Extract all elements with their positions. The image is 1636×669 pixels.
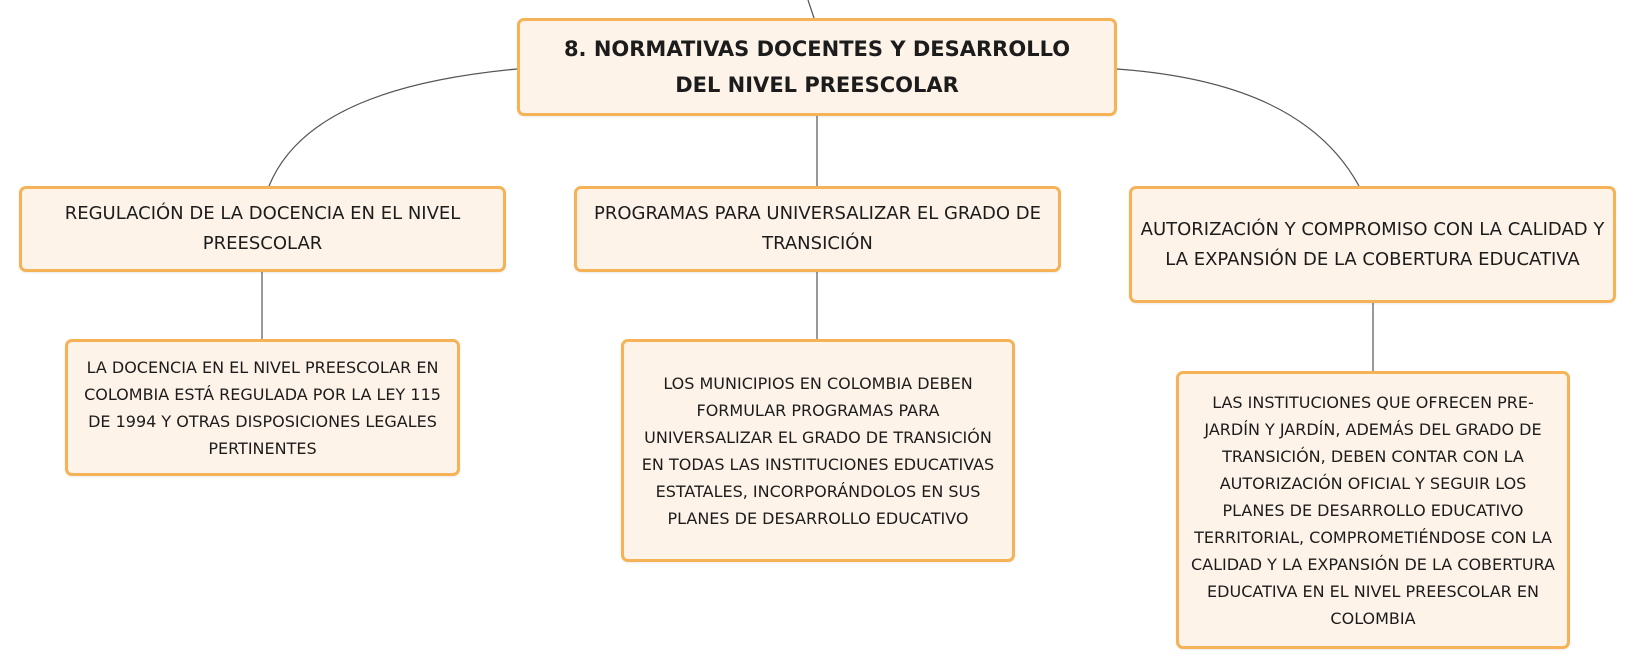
detail-node-regulacion[interactable] — [65, 339, 460, 476]
detail-text-programas: LOS MUNICIPIOS EN COLOMBIA DEBEN FORMULAR PROGRAMAS PARA UNIVERSALIZAR EL GRADO DE TRANSICIÓN EN TODAS LAS INSTITUCIONES EDUCATIVAS ESTATALES, INCORPORÁNDOLOS EN SUS PLANES DE DESARROLLO EDUCATIVO — [641, 373, 995, 528]
branch-label-regulacion: REGULACIÓN DE LA DOCENCIA EN EL NIVEL PREESCOLAR — [64, 203, 461, 254]
branch-node-programas[interactable] — [574, 186, 1061, 272]
root-topic-node[interactable] — [517, 18, 1117, 116]
root-topic-title: 8. NORMATIVAS DOCENTES Y DESARROLLO DEL NIVEL PREESCOLAR — [563, 37, 1071, 97]
connector-root-to-regulacion — [269, 69, 517, 186]
branch-node-autorizacion[interactable] — [1129, 186, 1616, 303]
detail-node-autorizacion[interactable] — [1176, 371, 1570, 649]
connector-to-parent — [808, 0, 814, 18]
detail-text-regulacion: LA DOCENCIA EN EL NIVEL PREESCOLAR EN COLOMBIA ESTÁ REGULADA POR LA LEY 115 DE 1994 Y OTRAS DISPOSICIONES LEGALES PERTINENTES — [84, 357, 441, 458]
detail-text-autorizacion: LAS INSTITUCIONES QUE OFRECEN PRE-JARDÍN Y JARDÍN, ADEMÁS DEL GRADO DE TRANSICIÓN, DEBEN CONTAR CON LA AUTORIZACIÓN OFICIAL Y SEGUIR LOS PLANES DE DESARROLLO EDUCATIVO TERRITORIAL, COMPROMETIÉNDOSE CON LA CALIDAD Y LA EXPANSIÓN DE LA COBERTURA EDUCATIVA EN EL NIVEL PREESCOLAR EN COLOMBIA — [1191, 392, 1555, 628]
branch-label-autorizacion: AUTORIZACIÓN Y COMPROMISO CON LA CALIDAD Y LA EXPANSIÓN DE LA COBERTURA EDUCATIVA — [1140, 218, 1605, 270]
branch-node-regulacion[interactable] — [19, 186, 506, 272]
branch-label-programas: PROGRAMAS PARA UNIVERSALIZAR EL GRADO DE TRANSICIÓN — [594, 203, 1041, 254]
detail-node-programas[interactable] — [621, 339, 1015, 562]
connector-root-to-autorizacion — [1117, 69, 1359, 186]
